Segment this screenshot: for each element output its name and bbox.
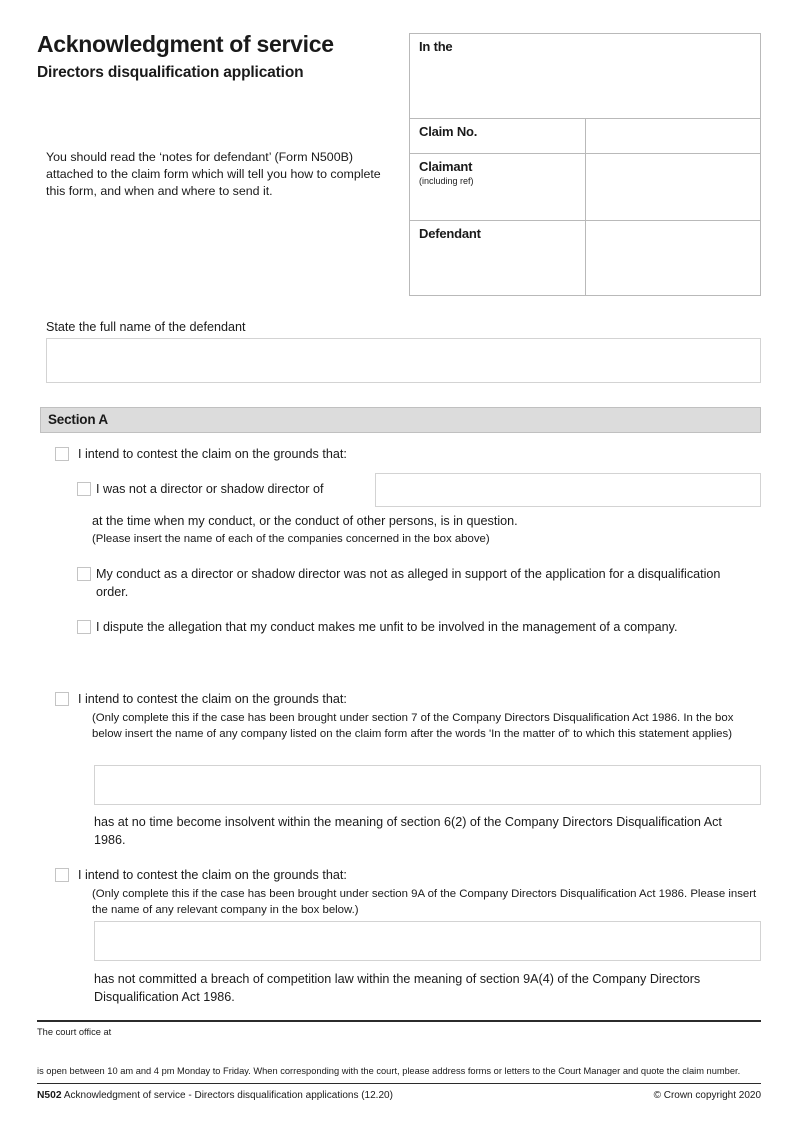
court-office-label: The court office at [37,1027,112,1037]
item1-sub-c-text: I dispute the allegation that my conduct makes me unfit to be involved in the management of a company. [96,620,678,634]
item1-sub-b-text: My conduct as a director or shadow director was not as alleged in support of the application for a disqualification order. [96,567,721,599]
checkbox-item1-sub-c[interactable] [77,620,91,634]
claim-no-label: Claim No. [419,124,478,139]
checkbox-item1-sub-a[interactable] [77,482,91,496]
in-the-cell[interactable] [410,34,761,119]
checkbox-item1[interactable] [55,447,69,461]
in-the-label: In the [419,39,453,54]
section-a-label: Section A [48,412,108,427]
item1-sub-a-follow-on: at the time when my conduct, or the conduct of other persons, is in question. [92,514,518,528]
copyright-notice: © Crown copyright 2020 [653,1090,761,1101]
item1-heading: I intend to contest the claim on the grounds that: [78,447,347,461]
claimant-value-cell[interactable] [585,154,761,221]
item3-company-input[interactable] [94,921,761,961]
item1-sub-a-text: I was not a director or shadow director of [96,482,324,496]
page-subtitle: Directors disqualification application [37,64,304,82]
form-header [37,32,397,82]
item3-note: (Only complete this if the case has been brought under section 9A of the Company Directors Disqualification Act 1986. Please insert the name of any relevant company in the box below.) [92,888,757,917]
form-identifier [37,1089,393,1103]
claimant-label: Claimant [419,159,473,174]
form-code: N502 [37,1090,62,1101]
checkbox-item1-sub-b[interactable] [77,567,91,581]
page-title: Acknowledgment of service [37,31,334,57]
footer-rule-top [37,1020,761,1022]
court-opening-hours: is open between 10 am and 4 pm Monday to Friday. When corresponding with the court, please address forms or letters to the Court Manager and quote the claim number. [37,1066,741,1076]
item3-follow-on: has not committed a breach of competition law within the meaning of section 9A(4) of the Company Directors Disqualification Act 1986. [94,972,701,1004]
footer-rule-bottom [37,1083,761,1084]
item3-heading: I intend to contest the claim on the grounds that: [78,868,347,882]
table-row-claimant [410,154,761,221]
checkbox-item3[interactable] [55,868,69,882]
item2-heading: I intend to contest the claim on the grounds that: [78,692,347,706]
claim-no-value-cell[interactable] [585,119,761,154]
item2-note: (Only complete this if the case has been brought under section 7 of the Company Directors Disqualification Act 1986. In the box below insert the name of any company listed on the claim form after the words 'In the matter of' to which this statement applies) [92,712,734,741]
claimant-label-cell [410,154,586,221]
defendant-name-input[interactable] [46,338,761,383]
defendant-label: Defendant [419,226,481,241]
section-a-band [40,407,761,433]
intro-paragraph: You should read the ‘notes for defendant’ (Form N500B) attached to the claim form which will tell you how to complete this form, and when and where to send it. [46,150,381,199]
item1-sub-a-company-input[interactable] [375,473,761,507]
table-row-defendant [410,221,761,296]
table-row-in-the [410,34,761,119]
defendant-label-cell [410,221,586,296]
claim-no-label-cell [410,119,586,154]
claim-details-table [409,33,761,296]
item2-company-input[interactable] [94,765,761,805]
defendant-value-cell[interactable] [585,221,761,296]
defendant-name-label: State the full name of the defendant [46,320,246,334]
table-row-claim-no [410,119,761,154]
checkbox-item2[interactable] [55,692,69,706]
item2-follow-on: has at no time become insolvent within the meaning of section 6(2) of the Company Directors Disqualification Act 1986. [94,815,722,847]
form-description: Acknowledgment of service - Directors disqualification applications (12.20) [63,1090,393,1101]
claimant-sublabel: (including ref) [419,175,474,186]
item1-sub-a-note: (Please insert the name of each of the companies concerned in the box above) [92,533,490,545]
